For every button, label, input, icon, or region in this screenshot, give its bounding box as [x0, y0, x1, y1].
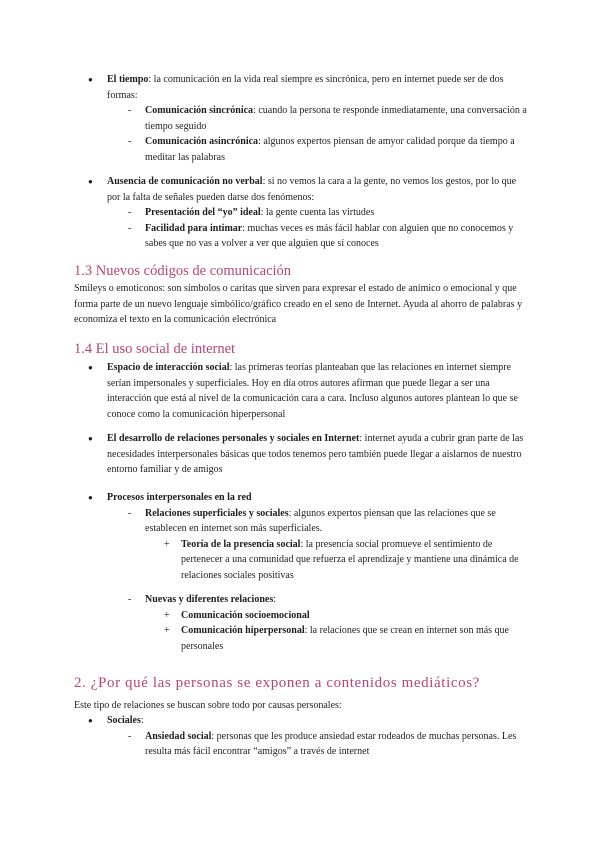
- sub-sub-bullet-text: Comunicación hiperpersonal: la relaciones que se crean en internet son más que personales: [181, 625, 509, 652]
- bullet-text: Ausencia de comunicación no verbal: si no vemos la cara a la gente, no vemos los gestos, por lo que por la falta de señales pueden darse dos fenómenos:: [107, 176, 517, 203]
- bullet-text: El desarrollo de relaciones personales y sociales en Internet: internet ayuda a cubrir gran parte de las necesidades interpersonales básicas que todos tenemos pero también puede llegar a aislarnos de nuestro entorno familiar y de amigos: [107, 433, 524, 475]
- sub-sub-bullet-text: Teoría de la presencia social: la presencia social promueve el sentimiento de pertenecer a una comunidad que refuerza el aprendizaje y mantiene una dinámica de relaciones sociales positivas: [181, 538, 519, 581]
- dash-marker: -: [128, 222, 132, 234]
- dash-marker: -: [128, 507, 132, 519]
- plus-marker: +: [164, 609, 170, 621]
- sub-bullet-text: Comunicación sincrónica: cuando la persona te responde inmediatamente, una conversación a tiempo seguido: [145, 105, 527, 132]
- bullet-text: El tiempo: la comunicación en la vida real siempre es sincrónica, pero en internet puede ser de dos formas:: [107, 74, 504, 101]
- dash-marker: -: [128, 105, 132, 116]
- bullet-text: Espacio de interacción social: las primeras teorías planteaban que las relaciones en internet siempre serían impersonales y superficiales. Hoy en día otros autores afirman que puede llegar a ser una interacción que está al nivel de la comunicación cara a cara. Incluso algunos autores plantean lo que se conoce como la comunicación hiperpersonal: [107, 362, 518, 420]
- bullet-text: Procesos interpersonales en la red: [107, 492, 252, 503]
- bullet-desarrollo-relaciones: [0, 431, 600, 478]
- sub-sub-bullet-text: Comunicación socioemocional: [181, 609, 310, 621]
- dash-marker: -: [128, 730, 132, 742]
- bullet-espacio-interaccion: [0, 360, 600, 422]
- sub-bullet-text: Comunicación asincrónica: algunos expertos piensan de amyor calidad porque da tiempo a meditar las palabras: [145, 136, 515, 163]
- bullet-comunicacion-no-verbal: [0, 174, 600, 252]
- bullet-text: Sociales:: [107, 715, 144, 726]
- paragraph-1-3: Smileys o emoticonos: son símbolos o caritas que sirven para expresar el estado de anímico o emocional y que forma parte de un nuevo lenguaje simbólico/gráfico creado en el seno de Internet. Ayuda al ahorro de palabras y economiza el texto en la comunicación electrónica: [74, 283, 523, 325]
- sub-bullet-nuevas-relaciones: [0, 592, 600, 654]
- sub-bullet-text: Presentación del “yo” ideal: la gente cuenta las virtudes: [145, 207, 375, 218]
- bullet-marker: ●: [88, 434, 93, 443]
- bullet-label: El tiempo: [107, 74, 149, 85]
- section-heading-2: 2. ¿Por qué las personas se exponen a contenidos mediáticos?: [74, 675, 480, 691]
- plus-marker: +: [164, 538, 170, 550]
- dash-marker: -: [128, 207, 132, 218]
- sub-bullet-text: Relaciones superficiales y sociales: algunos expertos piensan que las relaciones que se establecen en internet son más superficiales.: [145, 507, 496, 534]
- sub-bullet-text: Nuevas y diferentes relaciones:: [145, 594, 277, 605]
- bullet-procesos-interpersonales: [0, 490, 600, 583]
- paragraph-2: Este tipo de relaciones se buscan sobre todo por causas personales:: [74, 700, 342, 711]
- plus-marker: +: [164, 625, 170, 636]
- bullet-marker: ●: [88, 363, 93, 372]
- bullet-sociales: [0, 713, 600, 760]
- section-heading-1-4: 1.4 El uso social de internet: [74, 341, 236, 357]
- dash-marker: -: [128, 136, 132, 147]
- dash-marker: -: [128, 594, 132, 605]
- bullet-marker: ●: [88, 75, 93, 84]
- bullet-marker: ●: [88, 493, 93, 502]
- bullet-el-tiempo: [0, 72, 600, 165]
- sub-bullet-text: Facilidad para intimar: muchas veces es más fácil hablar con alguien que no conocemos y sabes que no vas a volver a ver que alguien que sí conoces: [145, 222, 514, 249]
- bullet-marker: ●: [88, 177, 93, 186]
- sub-bullet-text: Ansiedad social: personas que les produce ansiedad estar rodeados de muchas personas. Les resulta más fácil encontrar “amigos” a través de internet: [145, 730, 517, 757]
- section-heading-1-3: 1.3 Nuevos códigos de comunicación: [74, 263, 292, 279]
- bullet-marker: ●: [88, 716, 93, 725]
